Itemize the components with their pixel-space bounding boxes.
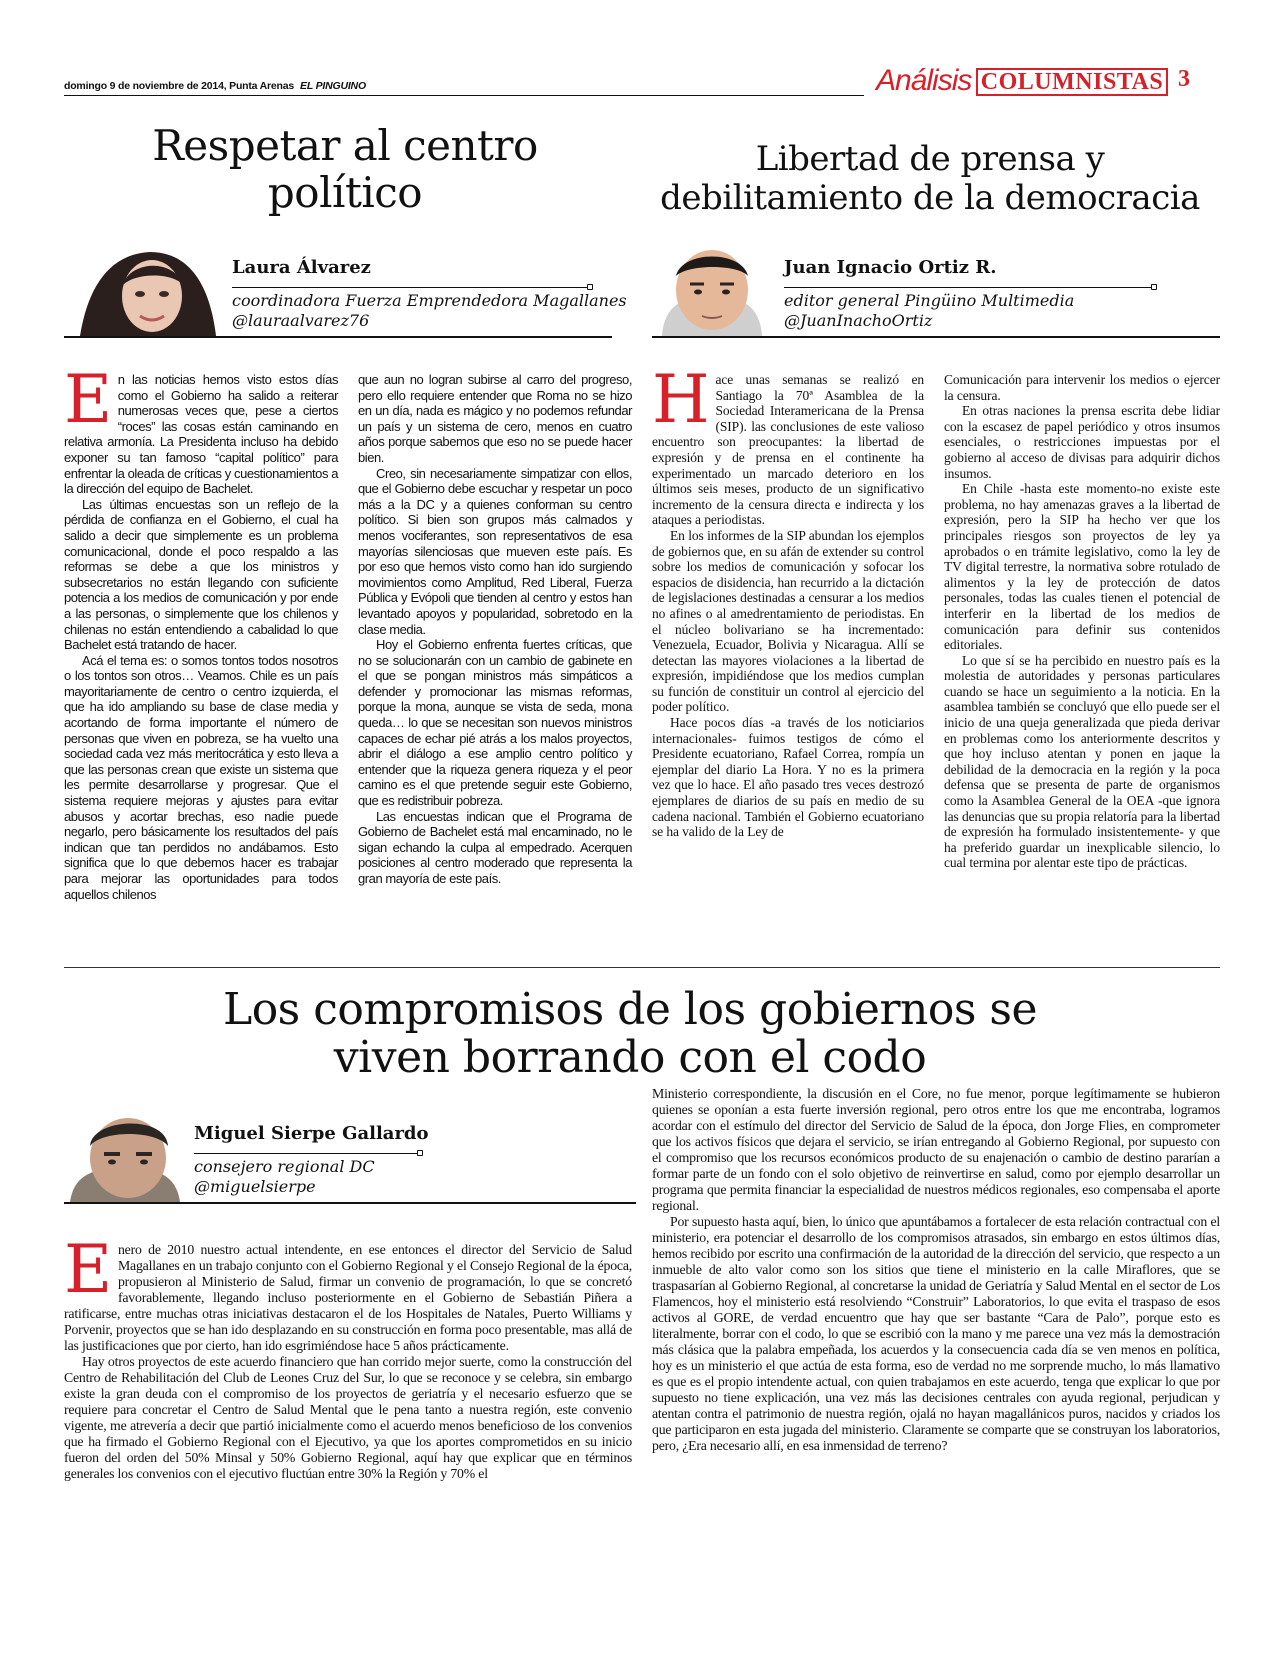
paragraph: Las encuestas indican que el Programa de Gobierno de Bachelet está mal encaminado, no le sigan echando la culpa al empedrado. Acerquen posiciones al centro moderado que representa la gran mayoría de este país.	[358, 808, 632, 886]
paragraph: Acá el tema es: o somos tontos todos nosotros o los tontos son otros… Veamos. Chile es un país mayoritariamente de centro o centro izquierda, el que ha ido ampliando su base de clase media y acortando de forma importante el número de personas que viven en pobreza, se ha vuelto una sociedad cada vez más meritocrática y esto lleva a que las personas crean que existe un sistema que les permite desarrollarse y progresar. Que el sistema requiere mejoras y ajustes para evitar abusos y acortar brechas, eso nadie puede negarlo, pero básicamente los resultados del país indican que tan perdidos no andábamos. Esto significa que lo que debemos hacer es trabajar para mejorar las oportunidades para todos aquellos chilenos	[64, 652, 338, 902]
author-1-handle: @lauraalvarez76	[232, 311, 370, 330]
author-2-rule	[784, 287, 1154, 288]
section-header	[864, 64, 1200, 98]
paragraph: Comunicación para intervenir los medios o ejercer la censura.	[944, 372, 1220, 403]
author-3-rule-end-icon	[417, 1150, 423, 1156]
paragraph: Creo, sin necesariamente simpatizar con ellos, que el Gobierno debe escuchar y respetar un poco más a la DC y a quienes conforman su centro político. Si bien son grupos más calmados y menos vociferantes, son representativos de esa mayorías silenciosas que mueven este país. Es por eso que hemos visto como han ido surgiendo movimientos como Amplitud, Red Liberal, Fuerza Pública y Evópoli que tienden al centro y estos han levantado apoyos y popularidad, sobretodo en la clase media.	[358, 465, 632, 637]
paragraph: Lo que sí se ha percibido en nuestro país es la molestia de autoridades y personas particulares cuando se hace un seguimiento a la noticia. En la asamblea también se concluyó que ello puede ser el inicio de una queja generalizada que pieda derivar en problemas como los anteriormente descritos y que hoy incluso atentan y ponen en jaque la debilidad de la democracia en la región y la poca defensa que se presenta de parte de organismos como la Asamblea General de la OEA -que ignora las denuncias que su propia relatoría para la libertad de expresión ha formulado insistentemente- y que ha preferido guardar un inexplicable silencio, lo cual termina por alentar este tipo de prácticas.	[944, 652, 1220, 871]
paragraph: ace unas semanas se realizó en Santiago la 70ª Asamblea de la Sociedad Interamericana de la Prensa (SIP). las conclusiones de este valioso encuentro son preocupantes: la libertad de expresión y de prensa en el continente ha experimentado un marcado deterioro en los últimos seis meses, producto de un significativo incremento de la censura directa e indirecta y los ataques a periodistas.	[652, 372, 924, 528]
paper-logo: EL PINGUINO	[300, 80, 366, 92]
article-2-title: Libertad de prensa y debilitamiento de la democracia	[660, 139, 1200, 219]
article-3-column-2	[652, 1086, 1220, 1454]
article-3-title: Los compromisos de los gobiernos se viven borrando con el codo	[222, 984, 1038, 1084]
masthead-dateline	[64, 80, 366, 92]
author-2-role: editor general Pingüino Multimedia	[784, 291, 1075, 310]
article-2-column-1	[652, 361, 924, 840]
author-1-photo	[70, 246, 220, 336]
article-3-byline-rule	[64, 1202, 636, 1204]
paragraph: En otras naciones la prensa escrita debe lidiar con la escasez de papel periódico y otros insumos esenciales, o restricciones impuestas por el gobierno al acceso de divisas para adquirir dichos insumos.	[944, 403, 1220, 481]
section-title: COLUMNISTAS	[976, 68, 1168, 96]
analisis-label: Análisis	[876, 64, 972, 97]
article-1-title: Respetar al centro político	[152, 121, 538, 218]
article-2-column-2	[944, 372, 1220, 871]
author-1-role: coordinadora Fuerza Emprendedora Magallanes	[232, 291, 627, 310]
paragraph: nero de 2010 nuestro actual intendente, en ese entonces el director del Servicio de Salud Magallanes en un trabajo conjunto con el Gobierno Regional y el Consejo Regional de la época, propusieron al Ministerio de Salud, firmar un convenio de programación, lo que se concretó favorablemente, llegando incluso posteriormente en el Gobierno de Sebastián Piñera a ratificarse, entre muchas otras iniciativas destacaron el de los Hospitales de Natales, Puerto Williams y Porvenir, proyectos que se han ido desplazando en su construcción en forma poco presentable, mas allá de las justificaciones que por cierto, han ido esgrimiéndose hace 5 años prácticamente.	[64, 1242, 632, 1353]
author-1-rule	[232, 287, 590, 288]
paragraph: En los informes de la SIP abundan los ejemplos de gobiernos que, en su afán de extender su control sobre los medios de comunicación y sofocar los espacios de disidencia, han recurrido a la dictación de legislaciones destinadas a censurar a los medios no afines o al amedrentamiento de periodistas. En el núcleo bolivariano se ha incrementado: Venezuela, Ecuador, Bolivia y Nicaragua. Allí se detectan las mayores violaciones a la libertad de expresión, impidiéndose que los medios cumplan su función de constituir un control al ejercicio del poder político.	[652, 527, 924, 715]
paragraph: Hace pocos días -a través de los noticiarios internacionales- fuimos testigos de cómo el Presidente ecuatoriano, Rafael Correa, rompía un ejemplar del diario La Hora. Y no es la primera vez que lo hace. El año pasado tres veces destrozó ejemplares de diarios de su país en medio de su cadena nacional. También el Gobierno ecuatoriano se ha valido de la Ley de	[652, 715, 924, 840]
section-separator	[64, 967, 1220, 968]
author-1-rule-end-icon	[587, 284, 593, 290]
author-3-portrait-icon	[70, 1112, 180, 1202]
author-2-portrait-icon	[652, 246, 772, 336]
drop-cap: H	[652, 361, 710, 438]
paragraph: Hoy el Gobierno enfrenta fuertes críticas, que no se solucionarán con un cambio de gabinete en el que se pongan ministros más simpáticos a defender y promocionar las mismas reformas, porque la mona, aunque se vista de seda, mona queda… lo que se necesitan son nuevos ministros capaces de echar pié atrás a los malos proyectos, abrir el diálogo a ese amplio centro político y entender que la riqueza genera riqueza y el peor camino es el que pretende seguir este Gobierno, que es redistribuir pobreza.	[358, 637, 632, 809]
author-2-rule-end-icon	[1151, 284, 1157, 290]
article-1-byline-rule	[64, 336, 612, 338]
paragraph: n las noticias hemos visto estos días como el Gobierno ha salido a reiterar numerosas veces que, pese a ciertos “roces” las cosas están caminando en relativa armonía. La Presidenta incluso ha debido exponer su tan famoso “capital político” para enfrentar la oleada de críticas y cuestionamientos a la dirección del equipo de Bachelet.	[64, 372, 338, 497]
drop-cap: E	[64, 361, 112, 438]
author-3-role: consejero regional DC	[194, 1157, 375, 1176]
article-3-column-1	[64, 1231, 632, 1482]
paragraph: Ministerio correspondiente, la discusión en el Core, no fue menor, porque legítimamente se hubieron quienes se oponían a esta fuerte inversión regional, pero otros entre los que me encontraba, logramos acordar con el estímulo del director del Servicio de Salud de la época, don Jorge Flies, en comprometer que los activos físicos que dejara el servicio, se irían entregando al Gobierno Regional, por supuesto con el compromiso que los recursos económicos producto de su enajenación o cambio de destino pararían a formar parte de un fondo con el solo objetivo de reinvertirse en salud, como por ejemplo desarrollar un programa que permita financiar la especialidad de nuestros médicos regionales, eso compensaba el aporte regional.	[652, 1086, 1220, 1213]
author-3-rule	[194, 1153, 420, 1154]
paragraph: Por supuesto hasta aquí, bien, lo único que apuntábamos a fortalecer de esta relación contractual con el ministerio, era potenciar el desarrollo de los compromisos atrasados, sin embargo en estos últimos días, hemos recibido por escrito una confirmación de la autoridad de la dirección del servicio, que respecto a un inmueble de alto valor como son los sitios que tiene el ministerio en la calle Miraflores, que se traspasarían al Gobierno Regional, al concretarse la unidad de Geriatría y Salud Mental en el sector de Los Flamencos, hoy el ministerio está resolviendo “Construir” Laboratorios, lo que evita el traspaso de esos activos al GORE, de verdad encuentro que hay que ser bastante “Cara de Palo”, porque esto es literalmente, borrar con el codo, lo que se escribió con la mano y me parece una vez más la demostración más clásica que la palabra empeñada, los acuerdos y la consecuencia cada día se ven menos en política, hoy es un ministerio el que actúa de esta forma, eso de verdad no me sorprende mucho, lo más llamativo es que es el propio intendente actual, con quien trabajamos en este acuerdo, tenga que explicar lo que por supuesto no tiene explicación, una vez más las decisiones centrales con ayuda regional, perjudican y atentan contra el patrimonio de nuestra región, ojalá no hayan magallánicos puros, nacidos y criados los que participaron en esta jugada del ministerio. Claramente se comparte que se construyan los laboratorios, pero, ¿Era necesario allí, en esa inmensidad de terreno?	[652, 1214, 1220, 1453]
author-3-name: Miguel Sierpe Gallardo	[194, 1123, 429, 1144]
article-2-byline-rule	[652, 336, 1220, 338]
author-2-photo	[652, 246, 772, 336]
paragraph: En Chile -hasta este momento-no existe este problema, no hay amenazas graves a la libertad de expresión, pero la SIP ha hecho ver que los principales riesgos son proyectos de ley ya aprobados o en trámite legislativo, como la ley de TV digital terrestre, la normativa sobre rotulado de alimentos y la ley de protección de datos personales, todas las cuales tienen el potencial de interferir en la libertad de los medios de comunicación para definir sus contenidos editoriales.	[944, 481, 1220, 653]
date-place: domingo 9 de noviembre de 2014, Punta Arenas	[64, 80, 295, 92]
author-3-photo	[70, 1112, 180, 1202]
page-number: 3	[1178, 66, 1190, 92]
drop-cap: E	[64, 1231, 112, 1308]
author-3-handle: @miguelsierpe	[194, 1177, 316, 1196]
paragraph: que aun no logran subirse al carro del progreso, pero ello requiere entender que Roma no se hizo en un día, nada es mágico y no podemos refundar un país y un sistema de cero, menos en cuatro años porque sabemos que eso no se puede hacer bien.	[358, 372, 632, 465]
author-2-handle: @JuanInachoOrtiz	[784, 311, 933, 330]
author-1-portrait-icon	[70, 246, 220, 336]
author-2-name: Juan Ignacio Ortiz R.	[784, 257, 997, 278]
article-1-column-2	[358, 372, 632, 887]
paragraph: Las últimas encuestas son un reflejo de la pérdida de confianza en el Gobierno, el cual ha salido a decir que simplemente es un problema comunicacional, donde el poco respaldo a las reformas se debe a que los ministros y subsecretarios no están llegando con suficiente potencia a los medios de comunicación y por ende a las personas, o simplemente que los chilenos y chilenas no están entendiendo a cabalidad lo que Bachelet está tratando de hacer.	[64, 496, 338, 653]
header-rule	[64, 95, 864, 96]
author-1-name: Laura Álvarez	[232, 257, 371, 278]
article-1-column-1	[64, 361, 338, 902]
paragraph: Hay otros proyectos de este acuerdo financiero que han corrido mejor suerte, como la construcción del Centro de Rehabilitación del Club de Leones Cruz del Sur, lo que se reconoce y se celebra, sin embargo existe la gran deuda con el compromiso de los proyectos de geriatría y el necesario esfuerzo que se requiere para concretar el Centro de Salud Mental que le pena tanto a nuestra región, este convenio vigente, me atrevería a decir que partió inicialmente como el acuerdo menos beneficioso de los convenios que ha firmado el Gobierno Regional con el Ejecutivo, ya que los aportes comprometidos en su inicio fueron del orden del 50% Minsal y 50% Gobierno Regional, aquí hay que explicar que en términos generales los convenios con el ejecutivo fluctúan entre 30% la Región y 70% el	[64, 1354, 632, 1481]
